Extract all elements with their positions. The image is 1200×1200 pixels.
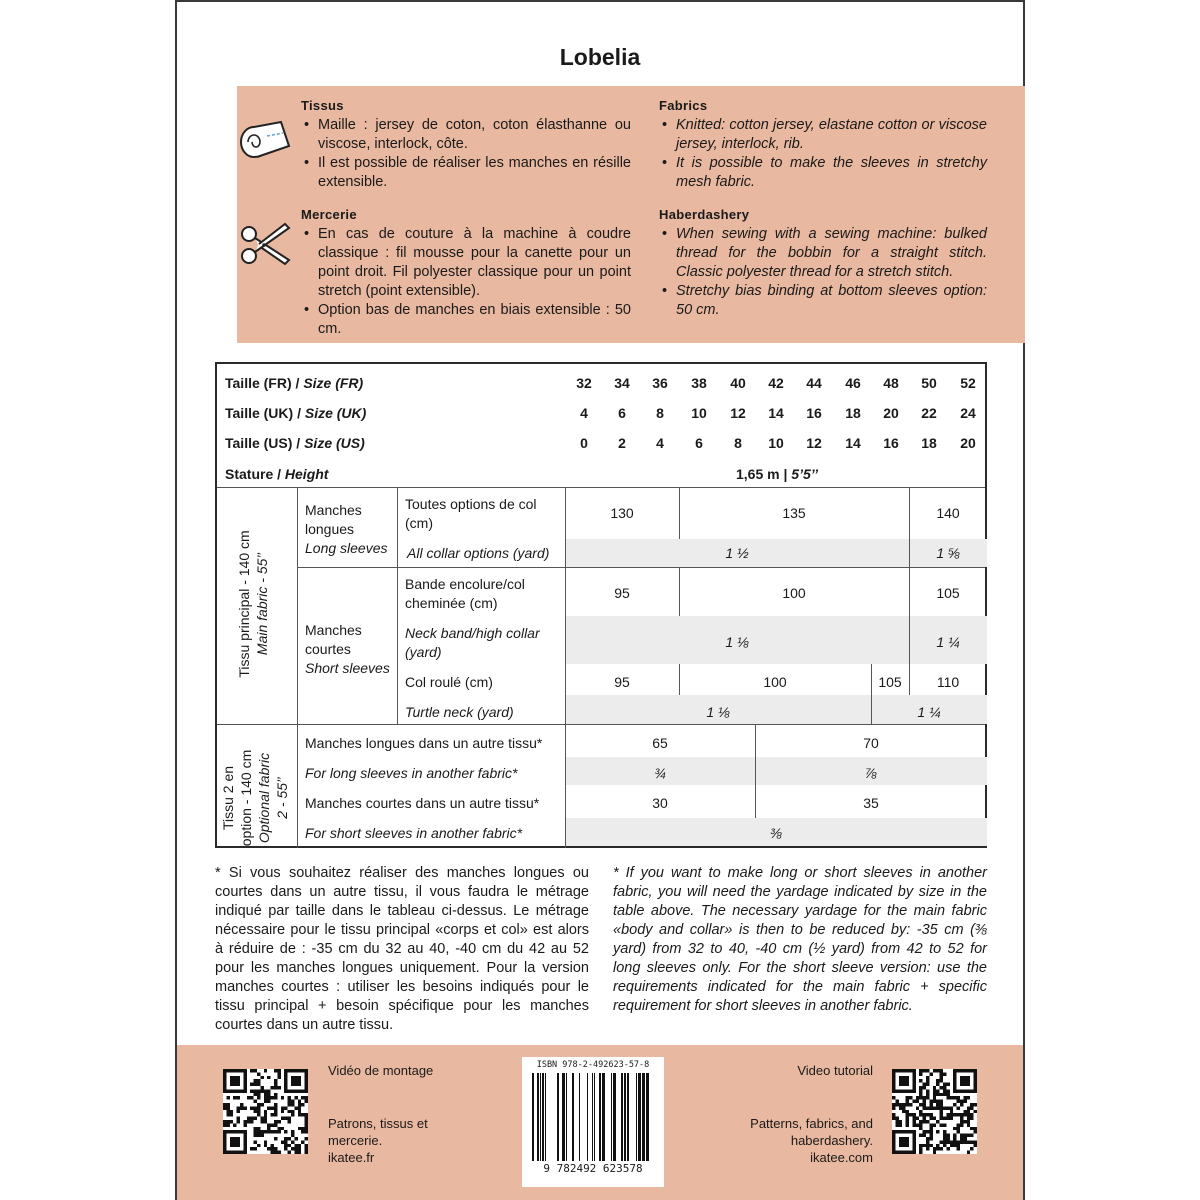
yardage-cell: 65 — [652, 735, 668, 751]
yardage-cell: 70 — [863, 735, 879, 751]
pattern-back-cover — [175, 0, 1025, 1200]
shop-fr: Patrons, tissus et mercerie. — [328, 1116, 428, 1148]
yardage-cell: 105 — [936, 585, 960, 601]
haberdashery-fr-heading: Mercerie — [301, 207, 357, 222]
yardage-cell: 140 — [936, 505, 960, 521]
size-cell: 50 — [921, 375, 937, 391]
optional-fabric-label: Tissu 2 en option - 140 cm Optional fabric 2 - 55’’ — [220, 749, 290, 847]
all-collar-yd-label: All collar options (yard) — [407, 545, 550, 561]
size-cell: 48 — [883, 375, 899, 391]
scissors-icon — [237, 216, 297, 276]
yardage-cell: ⅜ — [770, 825, 782, 841]
size-cell: 4 — [656, 435, 664, 451]
fabrics-en-item: • Knitted: cotton jersey, elastane cotton or viscose jersey, interlock, rib. — [659, 116, 987, 154]
yardage-cell: 35 — [863, 795, 879, 811]
yardage-cell: 100 — [782, 585, 806, 601]
size-cell: 8 — [734, 435, 742, 451]
haberdashery-en — [659, 205, 987, 320]
size-cell: 18 — [921, 435, 937, 451]
yardage-cell: 1 ¼ — [936, 634, 960, 650]
yardage-cell: 1 ⅝ — [936, 545, 960, 561]
qr-code-icon[interactable] — [892, 1069, 977, 1154]
materials-panel — [237, 86, 1025, 343]
size-cell: 2 — [618, 435, 626, 451]
size-cell: 40 — [730, 375, 746, 391]
barcode-digits: 9 782492 623578 — [543, 1162, 643, 1175]
size-cell: 10 — [768, 435, 784, 451]
turtle-yd-label: Turtle neck (yard) — [405, 704, 514, 720]
video-tutorial-en: Video tutorial — [797, 1063, 873, 1078]
size-cell: 20 — [883, 405, 899, 421]
qr-code-icon[interactable] — [223, 1069, 308, 1154]
fabrics-fr — [301, 96, 631, 192]
opt-long-yd-label: For long sleeves in another fabric* — [305, 765, 518, 781]
yardage-cell: ¾ — [654, 765, 666, 781]
size-fr-label: Taille (FR) / Size (FR) — [225, 375, 364, 391]
size-cell: 18 — [845, 405, 861, 421]
size-uk-label: Taille (UK) / Size (UK) — [225, 405, 367, 421]
size-cell: 12 — [730, 405, 746, 421]
size-cell: 20 — [960, 435, 976, 451]
size-cell: 12 — [806, 435, 822, 451]
height-label: Stature / Height — [225, 466, 329, 482]
neck-band-cm-label: Bande encolure/col cheminée (cm) — [405, 576, 525, 611]
size-cell: 0 — [580, 435, 588, 451]
isbn-barcode — [522, 1057, 664, 1187]
yardage-cell: 1 ⅛ — [725, 634, 749, 650]
yardage-cell: ⅞ — [865, 765, 877, 781]
size-cell: 16 — [806, 405, 822, 421]
yardage-cell: 1 ⅛ — [706, 704, 730, 720]
yardage-cell: 95 — [614, 585, 630, 601]
barcode-icon — [530, 1073, 656, 1163]
size-cell: 4 — [580, 405, 588, 421]
size-us-label: Taille (US) / Size (US) — [225, 435, 365, 451]
size-cell: 46 — [845, 375, 861, 391]
video-tutorial-fr: Vidéo de montage — [328, 1063, 434, 1078]
isbn-text: ISBN 978-2-492623-57-8 — [536, 1060, 650, 1070]
size-cell: 14 — [768, 405, 784, 421]
haberdashery-en-item: • Stretchy bias binding at bottom sleeves option: 50 cm. — [659, 282, 987, 320]
yardage-cell: 30 — [652, 795, 668, 811]
size-cell: 24 — [960, 405, 976, 421]
size-cell: 6 — [618, 405, 626, 421]
yardage-cell: 110 — [936, 674, 960, 690]
height-value: 1,65 m | 5’5’’ — [735, 466, 819, 482]
yardage-cell: 130 — [610, 505, 634, 521]
fabrics-fr-heading: Tissus — [301, 98, 344, 113]
haberdashery-fr-item: • En cas de couture à la machine à coudre classique : fil mousse pour la canette pour un point droit. Fil polyester classique pour un point stretch (point extensible). — [301, 225, 631, 301]
haberdashery-en-heading: Haberdashery — [659, 207, 750, 222]
yardage-cell: 135 — [782, 505, 806, 521]
haberdashery-fr-item: • Option bas de manches en biais extensible : 50 cm. — [301, 301, 631, 339]
size-cell: 6 — [695, 435, 703, 451]
neck-band-yd-label: Neck band/high collar (yard) — [405, 625, 540, 660]
main-fabric-label: Tissu principal - 140 cm Main fabric - 55’’ — [236, 530, 270, 678]
site-fr[interactable]: ikatee.fr — [328, 1150, 375, 1165]
fabrics-en-heading: Fabrics — [659, 98, 708, 113]
size-cell: 42 — [768, 375, 784, 391]
opt-short-cm-label: Manches courtes dans un autre tissu* — [305, 795, 540, 811]
opt-long-cm-label: Manches longues dans un autre tissu* — [305, 735, 543, 751]
fabric-roll-icon — [237, 108, 297, 168]
size-cell: 10 — [691, 405, 707, 421]
haberdashery-en-item: • When sewing with a sewing machine: bulked thread for the bobbin for a straight stitch. Classic polyester thread for a stretch stitch. — [659, 225, 987, 282]
size-cell: 44 — [806, 375, 822, 391]
long-sleeves-label: Manches longues Long sleeves — [305, 502, 388, 556]
site-en[interactable]: ikatee.com — [810, 1150, 873, 1165]
fabrics-en — [659, 96, 987, 192]
size-cell: 22 — [921, 405, 937, 421]
haberdashery-fr — [301, 205, 631, 339]
all-collar-cm-label: Toutes options de col (cm) — [405, 496, 537, 531]
page-title: Lobelia — [559, 44, 641, 70]
size-cell: 38 — [691, 375, 707, 391]
yardage-table — [215, 362, 987, 848]
size-cell: 8 — [656, 405, 664, 421]
fabrics-fr-item: • Il est possible de réaliser les manches en résille extensible. — [301, 154, 631, 192]
note-fr: * Si vous souhaitez réaliser des manches longues ou courtes dans un autre tissu, il vous faudra le métrage indiqué par taille dans le tableau ci-dessus. Le métrage nécessaire pour le tissu principal «corps et col» est alors à réduire de : -35 cm du 32 au 40, -40 cm du 42 au 52 pour les manches longues uniquement. Pour la version manches courtes : utiliser les besoins indiqués pour le tissu principal + besoin spécifique pour les manches courtes dans un autre tissu. — [215, 865, 589, 1033]
size-cell: 32 — [576, 375, 592, 391]
size-cell: 52 — [960, 375, 976, 391]
short-sleeves-label: Manches courtes Short sleeves — [305, 622, 390, 676]
size-cell: 34 — [614, 375, 630, 391]
yardage-cell: 105 — [878, 674, 902, 690]
shop-en: Patterns, fabrics, and haberdashery. — [750, 1116, 873, 1148]
opt-short-yd-label: For short sleeves in another fabric* — [305, 825, 523, 841]
yardage-cell: 100 — [763, 674, 787, 690]
fabrics-fr-item: • Maille : jersey de coton, coton élasthanne ou viscose, interlock, côte. — [301, 116, 631, 154]
yardage-cell: 1 ¼ — [917, 704, 941, 720]
footer — [177, 1045, 1023, 1200]
size-cell: 14 — [845, 435, 861, 451]
yardage-cell: 95 — [614, 674, 630, 690]
size-cell: 16 — [883, 435, 899, 451]
note-en: * If you want to make long or short sleeves in another fabric, you will need the yardage indicated by size in the table above. The necessary yardage for the main fabric «body and collar» is then to be reduced by: -35 cm (⅜ yard) from 32 to 40, -40 cm (½ yard) from 42 to 52 for long sleeves only. For the short sleeve version: use the requirements indicated for the main fabric + specific requirement for short sleeves in another fabric. — [613, 865, 987, 1014]
size-cell: 36 — [652, 375, 668, 391]
fabrics-en-item: • It is possible to make the sleeves in stretchy mesh fabric. — [659, 154, 987, 192]
yardage-cell: 1 ½ — [725, 545, 749, 561]
turtle-cm-label: Col roulé (cm) — [405, 674, 493, 690]
